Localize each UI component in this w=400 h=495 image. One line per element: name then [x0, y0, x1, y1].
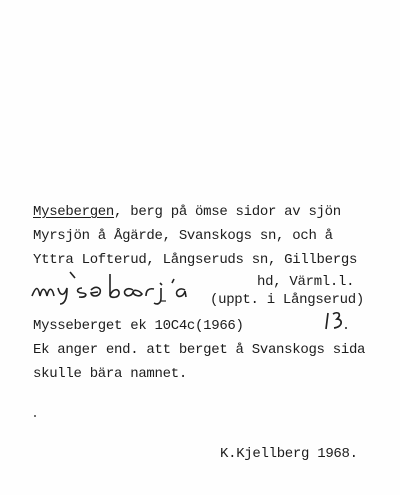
- line-8: skulle bära namnet.: [33, 366, 187, 382]
- handwritten-pronunciation: [30, 266, 200, 306]
- line-7: Ek anger end. att berget å Svanskogs sida: [33, 342, 366, 358]
- line-6: Mysseberget ek 10C4c(1966): [33, 318, 244, 334]
- stray-mark: [34, 415, 36, 417]
- line-4: hd, Värml.l.: [257, 274, 355, 290]
- line-5: (uppt. i Långserud): [210, 292, 364, 308]
- line-1: [33, 204, 341, 220]
- handwritten-number: [324, 310, 354, 332]
- headword: Mysebergen: [33, 204, 115, 220]
- line-3: Yttra Lofterud, Långseruds sn, Gillbergs: [33, 252, 358, 268]
- signature: K.Kjellberg 1968.: [220, 446, 358, 462]
- line-1-rest: , berg på ömse sidor av sjön: [114, 204, 341, 220]
- line-2: Myrsjön å Ågärde, Svanskogs sn, och å: [33, 228, 333, 244]
